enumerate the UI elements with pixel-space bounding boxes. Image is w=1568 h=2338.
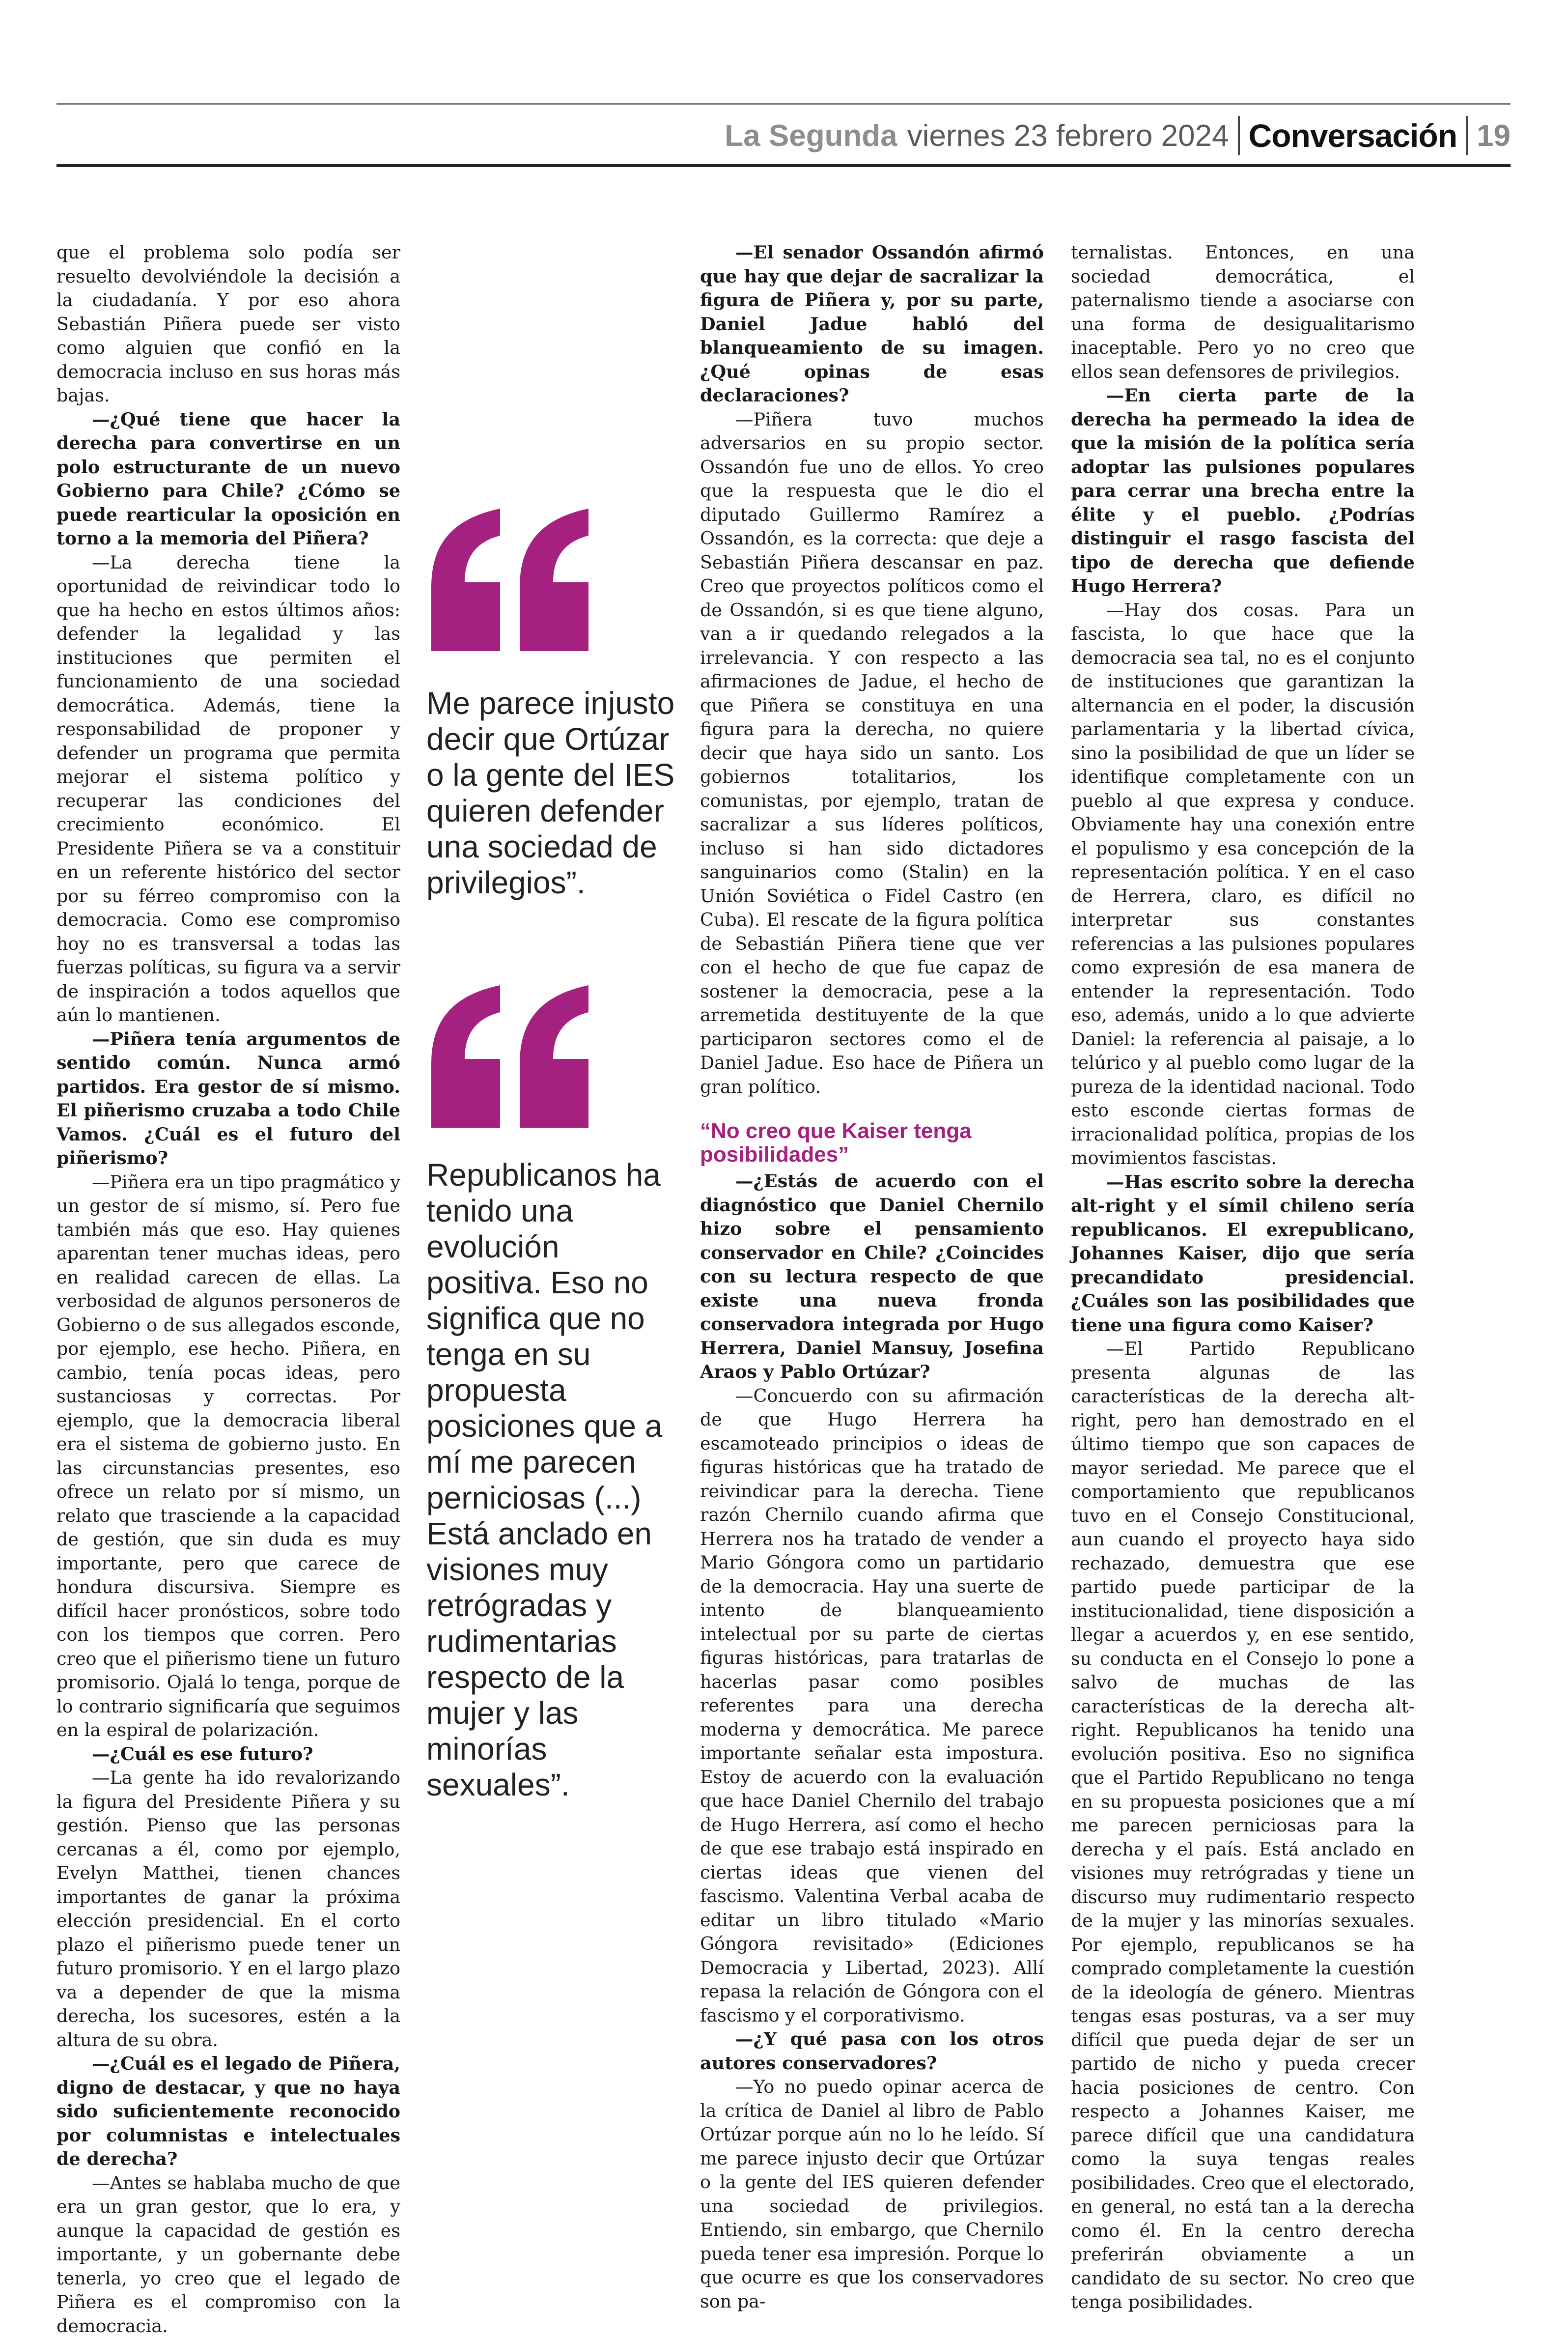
masthead-divider	[1238, 116, 1240, 155]
header-rule-bottom	[56, 164, 1511, 167]
interview-question: —Has escrito sobre la derecha alt-right y el símil chileno sería republicanos. El exrepublicano, Johannes Kaiser, dijo que sería precandidato presidencial. ¿Cuáles son las posibilidades que tiene una figura como Kaiser?	[1071, 1170, 1415, 1338]
paragraph: —El Partido Republicano presenta algunas de las características de la derecha alt-right, pero han demostrado en el último tiempo que son capaces de mayor seriedad. Me parece que el comportamiento que republicanos tuvo en el Consejo Constitucional, aun cuando el proyecto haya sido rechazado, demuestra que ese partido puede participar de la institucionalidad, tiene disposición a llegar a acuerdos y, en ese sentido, su conducta en el Consejo lo pone a salvo de muchas de las características de la derecha alt-right. Republicanos ha tenido una evolución positiva. Eso no significa que el Partido Republicano no tenga en su propuesta posiciones que a mí me parecen perniciosas para la derecha y el país. Está anclado en visiones muy retrógradas y tiene un discurso muy rudimentario respecto de la mujer y las minorías sexuales. Por ejemplo, republicanos se ha comprado completamente la cuestión de la ideología de género. Mientras tengas esas posturas, va a ser muy difícil que pueda dejar de ser un partido de nicho y pueda crecer hacia posiciones de centro. Con respecto a Johannes Kaiser, me parece difícil que una candidatura como la suya tengas reales posibilidades. Creo que el electorado, en general, no está tan a la derecha como él. En la centro derecha preferirán obviamente a un candidato de su sector. No creo que tenga posibilidades.	[1071, 1337, 1415, 2314]
paragraph: —La derecha tiene la oportunidad de reivindicar todo lo que ha hecho en estos últimos años: defender la legalidad y las instituciones que permiten el funcionamiento de una sociedad democrática. Además, tiene la responsabilidad de proponer y defender un programa que permita mejorar el sistema político y recuperar las condiciones del crecimiento económico. El Presidente Piñera se va a constituir en un referente histórico del sector por su férreo compromiso con la democracia. Como ese compromiso hoy no es transversal a todas las fuerzas políticas, su figura va a servir de inspiración a todos aquellos que aún lo mantienen.	[56, 551, 400, 1027]
paragraph: ternalistas. Entonces, en una sociedad democrática, el paternalismo tiende a asociarse con una forma de desigualitarismo inaceptable. Pero yo no creo que ellos sean defensores de privilegios.	[1071, 241, 1415, 384]
quote-mark-icon	[426, 509, 593, 651]
paragraph: —Yo no puedo opinar acerca de la crítica de Daniel al libro de Pablo Ortúzar porque aún no lo he leído. Sí me parece injusto decir que Ortúzar o la gente del IES quieren defender una sociedad de privilegios. Entiendo, sin embargo, que Chernilo pueda tener esa impresión. Porque lo que ocurre es que los conservadores son pa-	[700, 2075, 1044, 2313]
paragraph: —Antes se hablaba mucho de que era un gran gestor, que lo era, y aunque la capacidad de gestión es importante, y un gobernante debe tenerla, yo creo que el legado de Piñera es el compromiso con la democracia.	[56, 2171, 400, 2338]
pull-quote-2: Republicanos ha tenido una evolución positiva. Eso no significa que no tenga en su propuesta posiciones que a mí me parecen perniciosas (...) Está anclado en visiones muy retrógradas y rudimentarias respecto de la mujer y las minorías sexuales”.	[426, 1157, 677, 1803]
publication-date: viernes 23 febrero 2024	[907, 118, 1229, 153]
masthead	[639, 109, 1511, 162]
interview-question: —¿Estás de acuerdo con el diagnóstico que Daniel Chernilo hizo sobre el pensamiento conservador en Chile? ¿Coincides con su lectura respecto de que existe una nueva fronda conservadora integrada por Hugo Herrera, Daniel Mansuy, Josefina Araos y Pablo Ortúzar?	[700, 1169, 1044, 1384]
interview-question: —¿Cuál es ese futuro?	[56, 1742, 400, 1767]
article-column-1	[56, 241, 400, 2338]
interview-question: —¿Cuál es el legado de Piñera, digno de destacar, y que no haya sido suficientemente reconocido por columnistas e intelectuales de derecha?	[56, 2052, 400, 2171]
publication-name: La Segunda	[725, 118, 897, 153]
interview-question: —El senador Ossandón afirmó que hay que dejar de sacralizar la figura de Piñera y, por su parte, Daniel Jadue habló del blanqueamiento de su imagen. ¿Qué opinas de esas declaraciones?	[700, 241, 1044, 408]
paragraph: —Concuerdo con su afirmación de que Hugo Herrera ha escamoteado principios o ideas de figuras históricas que ha tratado de reivindicar para la derecha. Tiene razón Chernilo cuando afirma que Herrera nos ha tratado de vender a Mario Góngora como un partidario de la democracia. Hay una suerte de intento de blanqueamiento intelectual por su parte de ciertas figuras históricas, para tratarlas de hacerlas pasar como posibles referentes para una derecha moderna y democrática. Me parece importante señalar esta impostura. Estoy de acuerdo con la evaluación que hace Daniel Chernilo del trabajo de Hugo Herrera, así como el hecho de que ese trabajo está inspirado en ciertas ideas que vienen del fascismo. Valentina Verbal acaba de editar un libro titulado «Mario Góngora revisitado» (Ediciones Democracia y Libertad, 2023). Allí repasa la relación de Góngora con el fascismo y el corporativismo.	[700, 1384, 1044, 2028]
masthead-divider	[1466, 116, 1468, 155]
section-subheading: “No creo que Kaiser tenga posibilidades”	[700, 1119, 1044, 1167]
interview-question: —Piñera tenía argumentos de sentido común. Nunca armó partidos. Era gestor de sí mismo. El piñerismo cruzaba a todo Chile Vamos. ¿Cuál es el futuro del piñerismo?	[56, 1027, 400, 1170]
column3-part-b	[700, 1169, 1044, 2313]
interview-question: —¿Qué tiene que hacer la derecha para convertirse en un polo estructurante de un nuevo Gobierno para Chile? ¿Cómo se puede rearticular la oposición en torno a la memoria del Piñera?	[56, 408, 400, 551]
paragraph: —Piñera era un tipo pragmático y un gestor de sí mismo, sí. Pero fue también más que eso. Hay quienes aparentan tener muchas ideas, pero en realidad carecen de ellas. La verbosidad de algunos personeros de Gobierno o de sus allegados esconde, por ejemplo, ese hecho. Piñera, en cambio, tenía pocas ideas, pero sustanciosas y correctas. Por ejemplo, que la democracia liberal era el sistema de gobierno justo. En las circunstancias presentes, eso ofrece un relato por sí mismo, un relato que trasciende a la capacidad de gestión, que sin duda es muy importante, pero que carece de hondura discursiva. Siempre es difícil hacer pronósticos, sobre todo con los tiempos que corren. Pero creo que el piñerismo tiene un futuro promisorio. Ojalá lo tenga, porque de lo contrario significaría que seguimos en la espiral de polarización.	[56, 1170, 400, 1742]
pull-quote-1: Me parece injusto decir que Ortúzar o la gente del IES quieren defender una sociedad de privilegios”.	[426, 685, 677, 901]
interview-question: —En cierta parte de la derecha ha permeado la idea de que la misión de la política sería adoptar las pulsiones populares para cerrar una brecha entre la élite y el pueblo. ¿Podrías distinguir el rasgo fascista del tipo de derecha que defiende Hugo Herrera?	[1071, 384, 1415, 599]
paragraph: que el problema solo podía ser resuelto devolviéndole la decisión a la ciudadanía. Y por eso ahora Sebastián Piñera puede ser visto como alguien que confió en la democracia incluso en sus horas más bajas.	[56, 241, 400, 408]
paragraph: —La gente ha ido revalorizando la figura del Presidente Piñera y su gestión. Pienso que las personas cercanas a él, como por ejemplo, Evelyn Matthei, tienen chances importantes de ganar la próxima elección presidencial. En el corto plazo el piñerismo puede tener un futuro promisorio. Y en el largo plazo va a depender de que la misma derecha, los sucesores, estén a la altura de su obra.	[56, 1766, 400, 2052]
article-column-3	[700, 241, 1044, 2313]
interview-question: —¿Y qué pasa con los otros autores conservadores?	[700, 2027, 1044, 2075]
section-name: Conversación	[1249, 117, 1457, 154]
paragraph: —Hay dos cosas. Para un fascista, lo que hace que la democracia sea tal, no es el conjunto de instituciones que garantizan la alternancia en el poder, la discusión parlamentaria y la libertad cívica, sino la posibilidad de que un líder se identifique completamente con un pueblo al que expresa y conduce. Obviamente hay una conexión entre el populismo y esa concepción de la representación política. Y en el caso de Herrera, claro, es difícil no interpretar sus constantes referencias a las pulsiones populares como expresión de esa manera de entender la representación. Todo eso, además, unido a lo que advierte Daniel: la referencia al paisaje, a lo telúrico y al pueblo como lugar de la pureza de la identidad nacional. Todo esto esconde ciertas formas de irracionalidad política, propias de los movimientos fascistas.	[1071, 599, 1415, 1170]
page-number: 19	[1477, 118, 1511, 153]
paragraph: —Piñera tuvo muchos adversarios en su propio sector. Ossandón fue uno de ellos. Yo creo que la respuesta que le dio el diputado Guillermo Ramírez a Ossandón, es la correcta: que deje a Sebastián Piñera descansar en paz. Creo que proyectos políticos como el de Ossandón, si es que tiene alguno, van a ir quedando relegados a la irrelevancia. Y con respecto a las afirmaciones de Jadue, el hecho de que Piñera se constituya en una figura para la derecha, no quiere decir que haya sido un santo. Los gobiernos totalitarios, los comunistas, por ejemplo, tratan de sacralizar a sus líderes políticos, incluso si han sido dictadores sanguinarios como (Stalin) en la Unión Soviética o Fidel Castro (en Cuba). El rescate de la figura política de Sebastián Piñera tiene que ver con el hecho de que fue capaz de sostener la democracia, pese a la arremetida destituyente de la que participaron sectores como el de Daniel Jadue. Eso hace de Piñera un gran político.	[700, 408, 1044, 1099]
article-column-4	[1071, 241, 1415, 2314]
header-rule-top	[56, 103, 1511, 105]
quote-mark-icon	[426, 985, 593, 1128]
column3-part-a	[700, 241, 1044, 1099]
